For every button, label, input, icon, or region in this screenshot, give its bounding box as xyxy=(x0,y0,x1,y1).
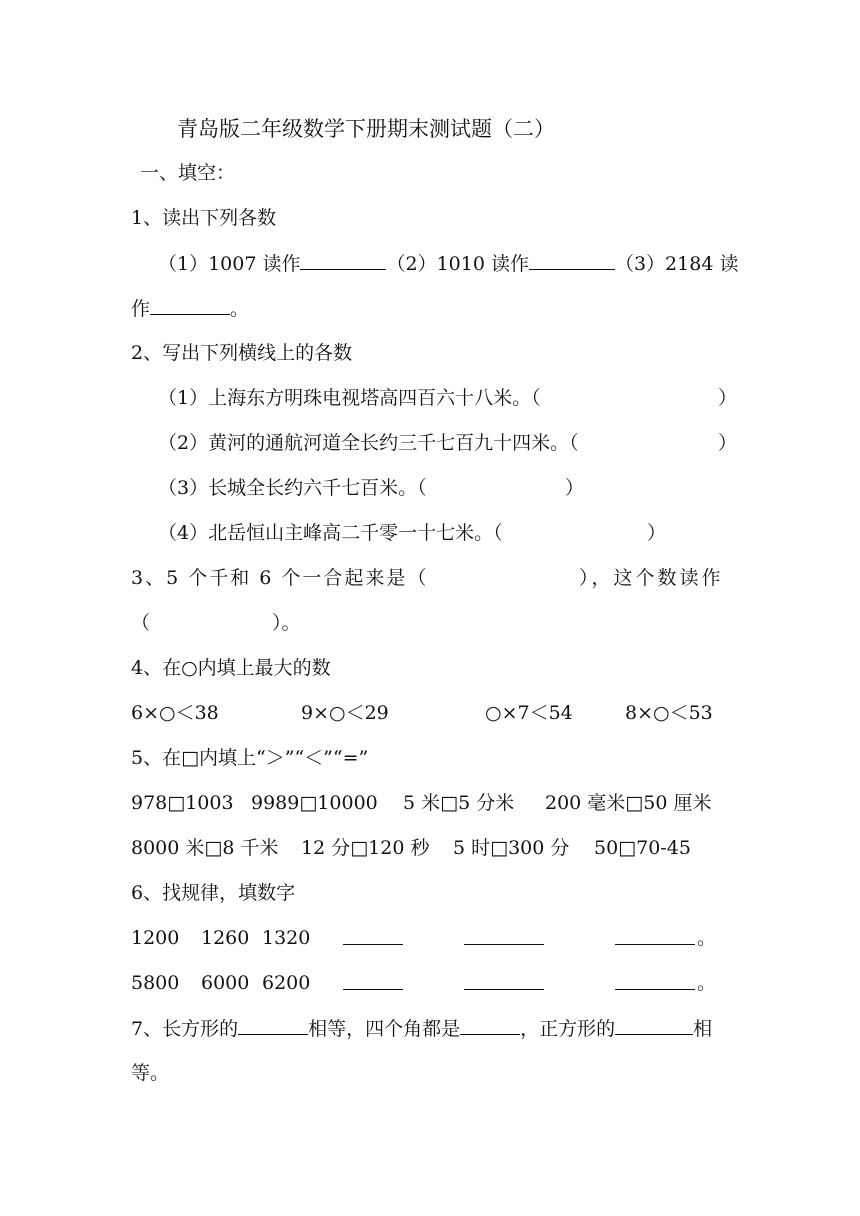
q1-part1-label: （1）1007 读作 xyxy=(158,253,301,275)
answer-blank[interactable] xyxy=(238,1016,308,1035)
q2-heading: 2、写出下列横线上的各数 xyxy=(131,342,353,364)
q6-number: 1260 xyxy=(201,927,250,949)
q4-heading: 4、在○内填上最大的数 xyxy=(131,657,331,679)
answer-blank[interactable] xyxy=(615,1016,693,1035)
answer-blank[interactable] xyxy=(300,251,386,270)
q2-item-text: （3）长城全长约六千七百米。（ xyxy=(158,477,427,499)
answer-blank[interactable] xyxy=(150,296,230,315)
q4-item: 9×○＜29 xyxy=(301,702,389,724)
q2-item-2 xyxy=(158,431,738,455)
q1-heading: 1、读出下列各数 xyxy=(131,207,277,229)
q5-heading: 5、在□内填上“＞”“＜”“=” xyxy=(131,747,369,769)
q1-line2 xyxy=(131,296,249,321)
q2-item-1 xyxy=(158,386,738,410)
q2-item-text: （2）黄河的通航河道全长约三千七百九十四米。（ xyxy=(158,432,579,454)
q5-item: 5 时□300 分 xyxy=(453,837,570,859)
q6-number: 1320 xyxy=(262,927,311,949)
q3-line1 xyxy=(131,566,729,590)
q6-end: 。 xyxy=(697,927,717,949)
q5-item: 978□1003 xyxy=(131,792,234,814)
q1-line1 xyxy=(158,251,738,276)
q6-number: 1200 xyxy=(131,927,180,949)
q6-heading: 6、找规律，填数字 xyxy=(131,882,296,904)
answer-blank[interactable] xyxy=(464,926,544,945)
q4-item: 8×○＜53 xyxy=(625,702,713,724)
q4-item: 6×○＜38 xyxy=(131,702,219,724)
q2-item-close: ） xyxy=(718,387,738,409)
q2-item-close: ） xyxy=(647,522,667,544)
q5-item: 8000 米□8 千米 xyxy=(131,837,279,859)
q5-item: 50□70-45 xyxy=(594,837,691,859)
q6-end: 。 xyxy=(697,972,717,994)
q1-part2-label: （2）1010 读作 xyxy=(386,253,529,275)
q7-line2: 等。 xyxy=(131,1062,170,1084)
q6-number: 5800 xyxy=(131,972,180,994)
q1-part3-label: （3）2184 读 xyxy=(614,253,739,275)
q4-item: ○×7＜54 xyxy=(485,702,573,724)
q5-item: 9989□10000 xyxy=(251,792,378,814)
q1-part3-continued: 作 xyxy=(131,298,151,320)
q2-item-4 xyxy=(158,521,729,545)
answer-blank[interactable] xyxy=(615,926,695,945)
answer-blank[interactable] xyxy=(343,971,403,990)
q2-item-text: （1）上海东方明珠电视塔高四百六十八米。（ xyxy=(158,387,541,409)
q3-part2: ），这个数读作 xyxy=(579,567,724,589)
q7-part-c: ，正方形的 xyxy=(520,1018,616,1040)
q6-number: 6000 xyxy=(201,972,250,994)
answer-blank[interactable] xyxy=(464,971,544,990)
answer-blank[interactable] xyxy=(460,1016,520,1035)
q3-close-paren: ）。 xyxy=(272,612,301,634)
q5-item: 5 米□5 分米 xyxy=(403,792,515,814)
answer-blank[interactable] xyxy=(529,251,615,270)
q7-line1 xyxy=(131,1016,712,1041)
page-title: 青岛版二年级数学下册期末测试题（二） xyxy=(177,117,555,141)
answer-blank[interactable] xyxy=(343,926,403,945)
q7-part-d: 相 xyxy=(693,1018,713,1040)
q2-item-close: ） xyxy=(565,477,585,499)
q3-line2 xyxy=(131,611,729,635)
q7-part-a: 7、长方形的 xyxy=(131,1018,239,1040)
answer-blank[interactable] xyxy=(615,971,695,990)
q7-part-b: 相等，四个角都是 xyxy=(308,1018,461,1040)
q5-item: 200 毫米□50 厘米 xyxy=(545,792,712,814)
q2-item-3 xyxy=(158,476,729,500)
q6-number: 6200 xyxy=(262,972,311,994)
q5-item: 12 分□120 秒 xyxy=(301,837,430,859)
q3-open-paren: （ xyxy=(131,612,151,634)
q3-part1: 3、5 个千和 6 个一合起来是（ xyxy=(131,567,429,589)
section-heading: 一、填空： xyxy=(140,162,236,184)
q1-end: 。 xyxy=(230,298,250,320)
q2-item-text: （4）北岳恒山主峰高二千零一十七米。（ xyxy=(158,522,503,544)
q2-item-close: ） xyxy=(718,432,738,454)
